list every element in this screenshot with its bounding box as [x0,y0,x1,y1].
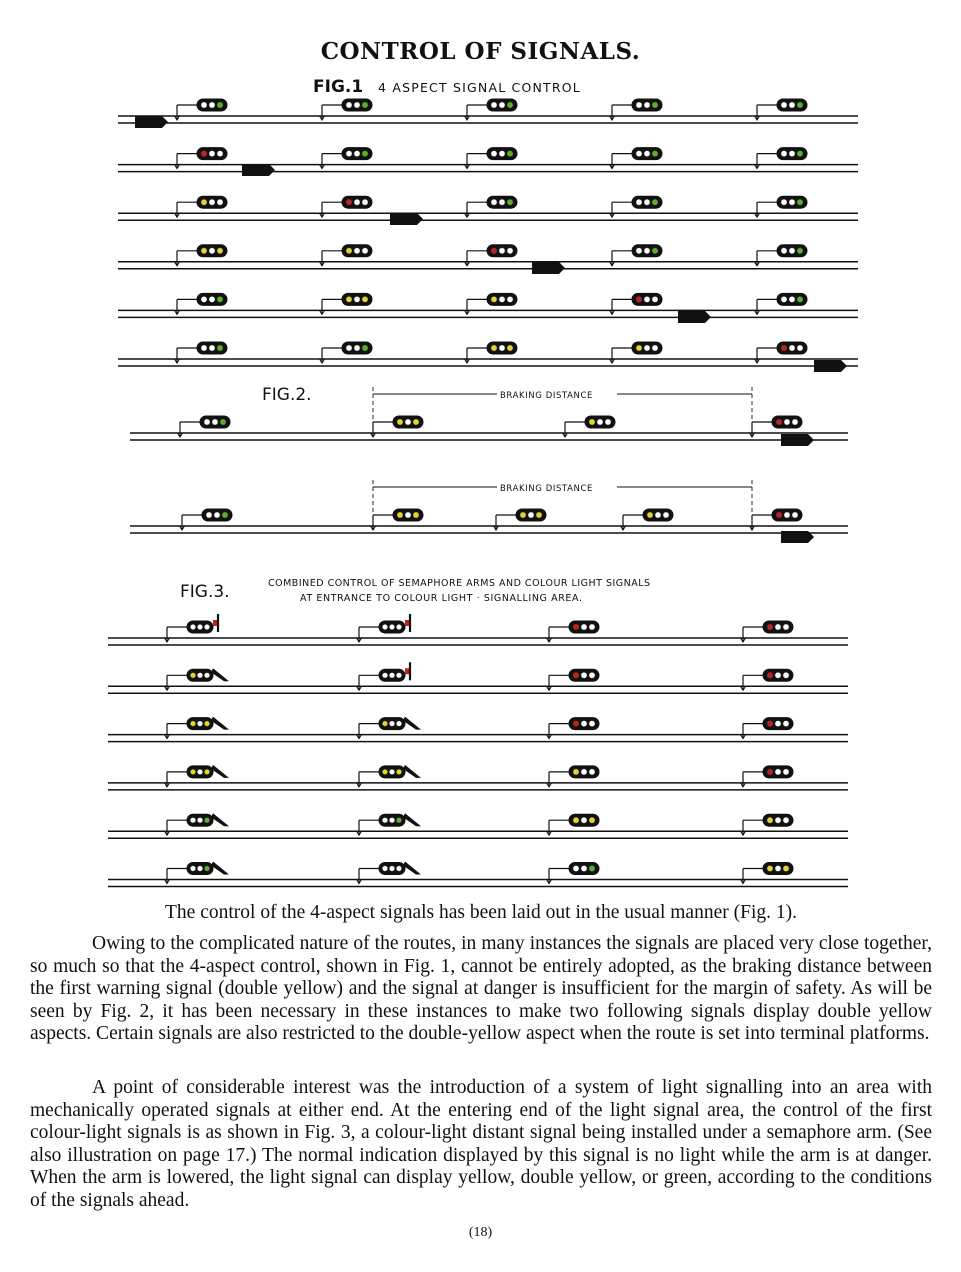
colour-light-signal [465,293,518,314]
signal-lamp [362,102,368,108]
colour-light-signal [465,342,518,363]
signal-lamp [581,769,587,775]
colour-light-signal [755,99,808,120]
colour-light-signal [178,416,231,437]
signal-lamp [652,296,658,302]
signal-lamp [797,345,803,351]
signal-lamp [767,721,773,727]
signal-lamp [573,817,579,823]
signal-lamp [652,102,658,108]
signal-lamp [499,248,505,254]
signal-lamp [573,624,579,630]
fig3-caption-line2: AT ENTRANCE TO COLOUR LIGHT · SIGNALLING AREA. [300,593,583,604]
signal-lamp [652,199,658,205]
signal-lamp [209,199,215,205]
signal-lamp [797,102,803,108]
colour-light-signal [175,245,228,266]
signal-lamp [217,345,223,351]
colour-light-signal [610,148,663,169]
signal-lamp [781,248,787,254]
signal-lamp [652,248,658,254]
colour-light-signal [610,293,663,314]
signal-lamp [491,199,497,205]
colour-light-signal [547,766,600,787]
signal-lamp [792,419,798,425]
signal-lamp [382,866,387,871]
signal-lamp [783,672,789,678]
signal-lamp [209,296,215,302]
signal-lamp [396,769,401,774]
signal-lamp [589,419,595,425]
colour-light-signal [755,342,808,363]
signal-lamp [652,151,658,157]
signal-lamp [644,296,650,302]
colour-light-signal [610,196,663,217]
signal-lamp [396,721,401,726]
paragraph-3: A point of considerable interest was the introduction of a system of light signalling into an area with mechanically operated signals at either end. At the entering end of the light signal area, the control of the first colour-light signals is as shown in Fig. 3, a colour-light distant signal being installed under a semaphore arm. (See also illustration on page 17.) The normal indication displayed by this signal is no light while the arm is at danger. When the arm is lowered, the light signal can display yellow, double yellow, or green, according to the conditions of the signals ahead. [30,1077,932,1211]
colour-light-signal [621,509,674,530]
colour-light-signal [755,196,808,217]
signal-lamp [644,102,650,108]
signal-lamp [346,296,352,302]
signal-lamp [783,866,789,872]
braking-distance-label: BRAKING DISTANCE [500,391,593,401]
signal-lamp [652,345,658,351]
signal-lamp [507,296,513,302]
page-number: (18) [468,1225,493,1240]
colour-light-signal [320,196,373,217]
colour-light-signal [180,509,233,530]
signal-lamp [636,345,642,351]
signal-lamp [214,512,220,518]
signal-lamp [507,199,513,205]
signal-lamp [589,769,595,775]
colour-light-signal [175,342,228,363]
signal-lamp [589,866,595,872]
signal-lamp [581,672,587,678]
signal-lamp [644,345,650,351]
fig1-caption: 4 ASPECT SIGNAL CONTROL [378,80,581,95]
signal-lamp [201,102,207,108]
signal-lamp [389,721,394,726]
colour-light-signal [741,863,794,884]
signal-lamp [346,345,352,351]
signal-lamp [767,866,773,872]
colour-light-signal [755,293,808,314]
colour-light-signal [610,245,663,266]
signal-lamp [362,345,368,351]
colour-light-signal [755,245,808,266]
signal-lamp [581,624,587,630]
colour-light-signal [371,509,424,530]
signal-lamp [781,296,787,302]
signal-lamp [217,151,223,157]
signal-lamp [789,102,795,108]
colour-light-signal [175,293,228,314]
colour-light-signal [465,99,518,120]
signal-lamp [382,818,387,823]
train [532,262,565,274]
semaphore-arm-clear [403,862,421,875]
signal-lamp [789,199,795,205]
signal-lamp [491,296,497,302]
signal-lamp [389,769,394,774]
signal-lamp [605,419,611,425]
signal-lamp [597,419,603,425]
signal-lamp [389,818,394,823]
signal-lamp [220,419,226,425]
signal-lamp [781,102,787,108]
braking-distance-label: BRAKING DISTANCE [500,484,593,494]
signal-lamp [197,769,202,774]
signal-lamp [636,248,642,254]
signal-lamp [499,151,505,157]
signal-lamp [190,624,195,629]
signal-lamp [767,817,773,823]
signal-lamp [190,866,195,871]
colour-light-signal [547,718,600,739]
signal-lamp [396,624,401,629]
signal-lamp [655,512,661,518]
signal-lamp [491,102,497,108]
signal-lamp [346,199,352,205]
signal-lamp [354,296,360,302]
fig3-caption-line1: COMBINED CONTROL OF SEMAPHORE ARMS AND COLOUR LIGHT SIGNALS [268,578,651,589]
signal-lamp [789,296,795,302]
signal-lamp [206,512,212,518]
semaphore-arm-clear [211,668,229,681]
signal-lamp [354,102,360,108]
signal-lamp [491,345,497,351]
signal-lamp [797,151,803,157]
signal-lamp [217,296,223,302]
signal-lamp [217,248,223,254]
signal-lamp [789,151,795,157]
signal-lamp [204,866,209,871]
colour-light-signal [750,416,803,437]
signal-lamp [217,199,223,205]
signal-lamp [784,512,790,518]
signal-lamp [644,151,650,157]
signal-lamp [197,818,202,823]
semaphore-arm-clear [403,717,421,730]
signal-lamp [507,151,513,157]
signal-lamp [354,248,360,254]
train [781,434,814,446]
signal-lamp [775,817,781,823]
page-title: CONTROL OF SIGNALS. [320,38,641,65]
signal-lamp [201,199,207,205]
signal-lamp [190,769,195,774]
signal-lamp [499,296,505,302]
signal-lamp [781,345,787,351]
semaphore-arm-clear [211,813,229,826]
signal-lamp [204,624,209,629]
signal-lamp [491,151,497,157]
signal-lamp [767,769,773,775]
colour-light-signal [547,814,600,835]
signal-lamp [389,673,394,678]
colour-light-signal [741,621,794,642]
signal-lamp [784,419,790,425]
signal-lamp [507,102,513,108]
signal-lamp [507,345,513,351]
signal-lamp [397,512,403,518]
signal-lamp [636,199,642,205]
signal-lamp [644,248,650,254]
signal-lamp [789,345,795,351]
signal-lamp [789,248,795,254]
signal-lamp [775,672,781,678]
signal-lamp [413,512,419,518]
signal-lamp [204,818,209,823]
signal-lamp [499,345,505,351]
signal-lamp [212,419,218,425]
signal-lamp [362,296,368,302]
signal-lamp [190,721,195,726]
signal-lamp [581,721,587,727]
signal-lamp [396,673,401,678]
fig2-diagram [130,387,848,543]
signal-lamp [783,624,789,630]
colour-light-signal [465,245,518,266]
fig3-label: FIG.3. [180,582,230,602]
signal-lamp [382,769,387,774]
signal-lamp [382,624,387,629]
signal-lamp [209,345,215,351]
signal-lamp [636,151,642,157]
colour-light-signal [741,718,794,739]
signal-lamp [362,151,368,157]
signal-lamp [209,248,215,254]
semaphore-arm-clear [211,765,229,778]
signal-lamp [783,721,789,727]
signal-lamp [362,199,368,205]
fig1-diagram [118,99,858,372]
signal-lamp [397,419,403,425]
signal-lamp [354,345,360,351]
signal-lamp [767,624,773,630]
train [135,116,168,128]
semaphore-arm-clear [211,862,229,875]
signal-lamp [209,151,215,157]
signal-lamp [204,419,210,425]
signal-lamp [775,624,781,630]
signal-lamp [382,673,387,678]
colour-light-signal [175,99,228,120]
signal-lamp [528,512,534,518]
semaphore-arm-clear [403,765,421,778]
signal-lamp [396,818,401,823]
signal-lamp [520,512,526,518]
colour-light-signal [371,416,424,437]
fig3-diagram [108,614,848,887]
colour-light-signal [610,342,663,363]
signal-lamp [209,102,215,108]
paragraph-2: Owing to the complicated nature of the routes, in many instances the signals are placed very close together, so much so that the 4-aspect control, shown in Fig. 1, cannot be entirely adopted, as the braking distance between the first warning signal (double yellow) and the signal at danger is insufficient for the margin of safety. As will be seen by Fig. 2, it has been necessary in these instances to make two following signals display double yellow aspects. Certain signals are also restricted to the double-yellow aspect when the route is set into terminal platforms. [30,933,932,1045]
colour-light-signal [320,245,373,266]
signal-lamp [197,866,202,871]
train [781,531,814,543]
colour-light-signal [610,99,663,120]
colour-light-signal [175,196,228,217]
signal-lamp [354,151,360,157]
signal-lamp [776,419,782,425]
signal-lamp [775,721,781,727]
signal-lamp [776,512,782,518]
signal-lamp [647,512,653,518]
colour-light-signal [320,99,373,120]
signal-lamp [581,817,587,823]
colour-light-signal [741,669,794,690]
signal-lamp [797,296,803,302]
signal-lamp [204,673,209,678]
signal-lamp [491,248,497,254]
signal-lamp [644,199,650,205]
signal-lamp [346,151,352,157]
signal-lamp [499,199,505,205]
signal-lamp [197,721,202,726]
signal-lamp [405,419,411,425]
colour-light-signal [175,148,228,169]
signal-lamp [405,512,411,518]
signal-lamp [190,818,195,823]
signal-lamp [389,866,394,871]
signal-lamp [217,102,223,108]
signal-lamp [783,769,789,775]
signal-lamp [775,769,781,775]
signal-lamp [581,866,587,872]
colour-light-signal [741,814,794,835]
signal-lamp [781,151,787,157]
signal-lamp [589,672,595,678]
signal-lamp [781,199,787,205]
signal-lamp [783,817,789,823]
colour-light-signal [465,148,518,169]
colour-light-signal [755,148,808,169]
train [242,164,275,176]
signal-lamp [201,345,207,351]
signal-lamp [636,296,642,302]
train [814,360,847,372]
signal-lamp [204,769,209,774]
signal-lamp [636,102,642,108]
colour-light-signal [465,196,518,217]
colour-light-signal [320,148,373,169]
signal-lamp [589,624,595,630]
signal-lamp [589,721,595,727]
signal-lamp [190,673,195,678]
colour-light-signal [547,621,600,642]
colour-light-signal [494,509,547,530]
signal-lamp [382,721,387,726]
signal-lamp [362,248,368,254]
colour-light-signal [547,863,600,884]
signal-lamp [797,199,803,205]
semaphore-arm-clear [403,813,421,826]
signal-lamp [573,672,579,678]
semaphore-arm-clear [211,717,229,730]
signal-lamp [573,866,579,872]
signal-lamp [499,102,505,108]
colour-light-signal [741,766,794,787]
fig1-label: FIG.1 [313,77,364,97]
paragraph-1: The control of the 4-aspect signals has been laid out in the usual manner (Fig. 1). [165,902,797,923]
colour-light-signal [547,669,600,690]
signal-lamp [197,624,202,629]
signal-lamp [797,248,803,254]
signal-lamp [775,866,781,872]
signal-lamp [389,624,394,629]
signal-lamp [573,769,579,775]
signal-lamp [346,248,352,254]
signal-lamp [573,721,579,727]
fig2-label: FIG.2. [262,385,312,405]
signal-lamp [222,512,228,518]
signal-lamp [589,817,595,823]
train [390,213,423,225]
signal-lamp [413,419,419,425]
signal-lamp [536,512,542,518]
colour-light-signal [320,293,373,314]
signal-lamp [507,248,513,254]
signal-lamp [197,673,202,678]
signal-lamp [354,199,360,205]
signal-lamp [396,866,401,871]
colour-light-signal [750,509,803,530]
signal-lamp [767,672,773,678]
signal-lamp [201,151,207,157]
signal-lamp [663,512,669,518]
train [678,311,711,323]
colour-light-signal [320,342,373,363]
signal-lamp [204,721,209,726]
signal-lamp [792,512,798,518]
signal-lamp [201,296,207,302]
colour-light-signal [563,416,616,437]
signal-lamp [201,248,207,254]
signal-lamp [346,102,352,108]
